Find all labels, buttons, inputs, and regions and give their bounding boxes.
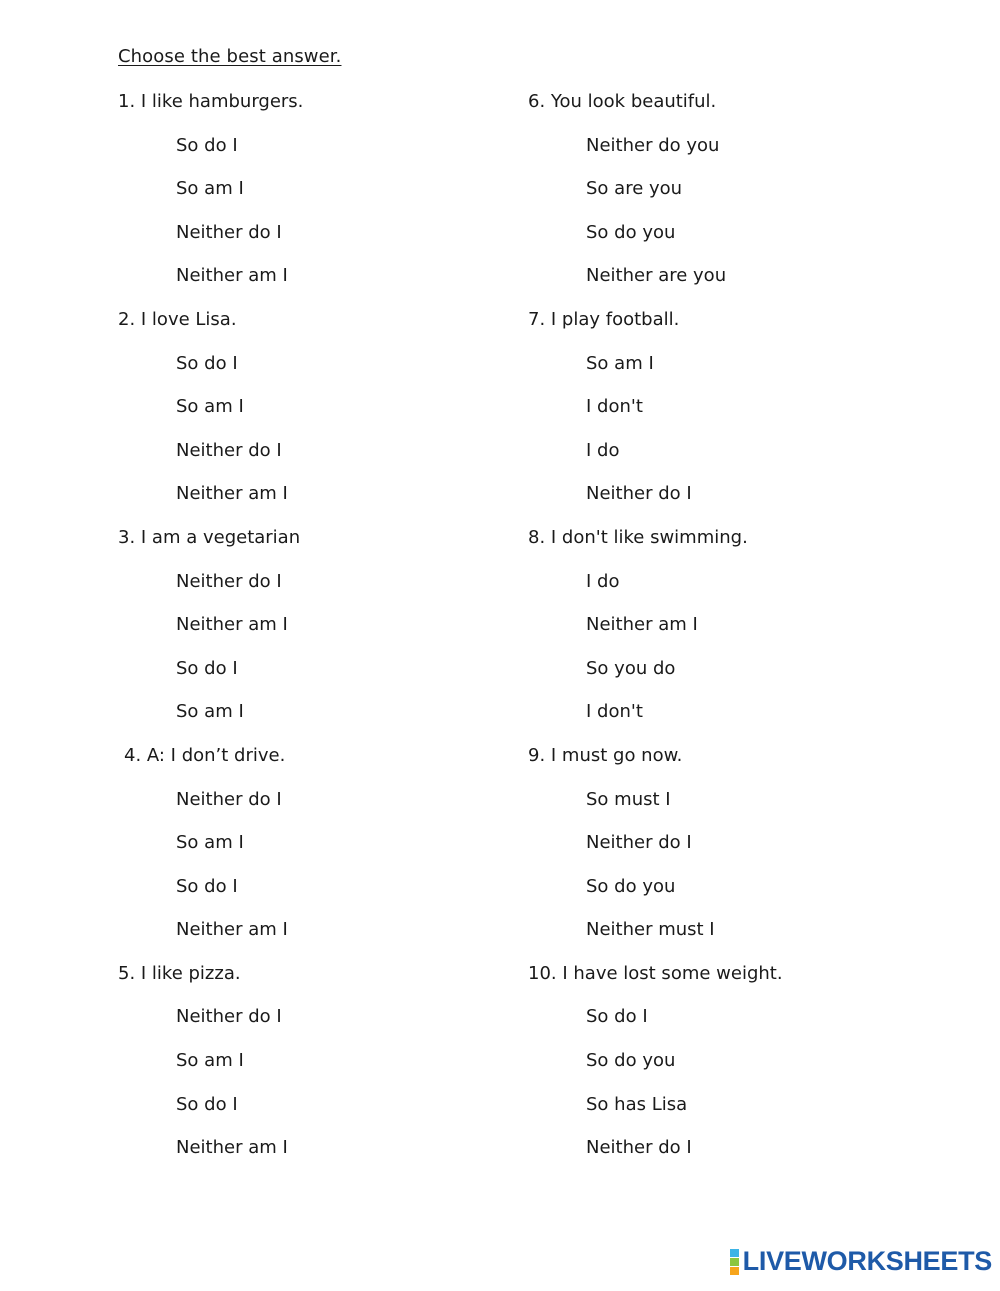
answer-option-9-a[interactable]: So must I	[586, 788, 671, 810]
answer-option-7-a[interactable]: So am I	[586, 352, 654, 374]
question-text-5: 5. I like pizza.	[118, 962, 241, 984]
answer-option-3-d[interactable]: So am I	[176, 701, 244, 723]
answer-option-10-d[interactable]: Neither do I	[586, 1137, 692, 1159]
answer-option-4-c[interactable]: So do I	[176, 875, 238, 897]
answer-option-2-c[interactable]: Neither do I	[176, 439, 282, 461]
answer-option-3-b[interactable]: Neither am I	[176, 614, 288, 636]
answer-option-3-a[interactable]: Neither do I	[176, 570, 282, 592]
answer-option-7-d[interactable]: Neither do I	[586, 483, 692, 505]
answer-option-6-c[interactable]: So do you	[586, 221, 676, 243]
liveworksheets-logo-icon	[730, 1249, 739, 1275]
question-text-10: 10. I have lost some weight.	[528, 962, 783, 984]
answer-option-10-a[interactable]: So do I	[586, 1006, 648, 1028]
left-question-column	[118, 88, 538, 1178]
liveworksheets-logo	[730, 1246, 992, 1277]
answer-option-1-d[interactable]: Neither am I	[176, 265, 288, 287]
answer-option-6-a[interactable]: Neither do you	[586, 134, 720, 156]
answer-option-7-b[interactable]: I don't	[586, 396, 643, 418]
answer-option-8-a[interactable]: I do	[586, 570, 620, 592]
question-block-1	[118, 88, 538, 306]
answer-option-5-d[interactable]: Neither am I	[176, 1137, 288, 1159]
answer-option-6-d[interactable]: Neither are you	[586, 265, 727, 287]
answer-option-6-b[interactable]: So are you	[586, 178, 683, 200]
question-block-7	[528, 306, 948, 524]
question-text-8: 8. I don't like swimming.	[528, 526, 748, 548]
question-block-4	[118, 742, 538, 960]
question-block-2	[118, 306, 538, 524]
instruction-heading: Choose the best answer.	[118, 46, 342, 67]
question-text-6: 6. You look beautiful.	[528, 91, 717, 112]
question-block-6	[528, 88, 948, 306]
answer-option-4-d[interactable]: Neither am I	[176, 919, 288, 941]
answer-option-8-c[interactable]: So you do	[586, 657, 676, 679]
answer-option-9-b[interactable]: Neither do I	[586, 832, 692, 854]
answer-option-4-b[interactable]: So am I	[176, 832, 244, 854]
question-block-5	[118, 960, 538, 1178]
answer-option-2-a[interactable]: So do I	[176, 352, 238, 374]
answer-option-7-c[interactable]: I do	[586, 439, 620, 461]
question-block-10	[528, 960, 948, 1178]
question-block-3	[118, 524, 538, 742]
question-block-9	[528, 742, 948, 960]
answer-option-5-b[interactable]: So am I	[176, 1050, 244, 1072]
answer-option-8-d[interactable]: I don't	[586, 701, 643, 723]
answer-option-10-c[interactable]: So has Lisa	[586, 1093, 688, 1115]
answer-option-5-c[interactable]: So do I	[176, 1093, 238, 1115]
question-block-8	[528, 524, 948, 742]
answer-option-8-b[interactable]: Neither am I	[586, 614, 698, 636]
question-text-2: 2. I love Lisa.	[118, 308, 237, 330]
question-text-1: 1. I like hamburgers.	[118, 91, 304, 112]
question-text-7: 7. I play football.	[528, 308, 680, 330]
answer-option-3-c[interactable]: So do I	[176, 657, 238, 679]
answer-option-2-b[interactable]: So am I	[176, 396, 244, 418]
answer-option-9-d[interactable]: Neither must I	[586, 919, 715, 941]
logo-wordmark: LIVEWORKSHEETS	[742, 1246, 992, 1276]
answer-option-2-d[interactable]: Neither am I	[176, 483, 288, 505]
answer-option-1-c[interactable]: Neither do I	[176, 221, 282, 243]
question-text-9: 9. I must go now.	[528, 744, 683, 766]
answer-option-1-a[interactable]: So do I	[176, 134, 238, 156]
right-question-column	[528, 88, 948, 1178]
answer-option-9-c[interactable]: So do you	[586, 875, 676, 897]
answer-option-5-a[interactable]: Neither do I	[176, 1006, 282, 1028]
answer-option-1-b[interactable]: So am I	[176, 178, 244, 200]
answer-option-4-a[interactable]: Neither do I	[176, 788, 282, 810]
question-text-3: 3. I am a vegetarian	[118, 526, 301, 548]
answer-option-10-b[interactable]: So do you	[586, 1050, 676, 1072]
question-text-4: 4. A: I don’t drive.	[124, 744, 286, 766]
